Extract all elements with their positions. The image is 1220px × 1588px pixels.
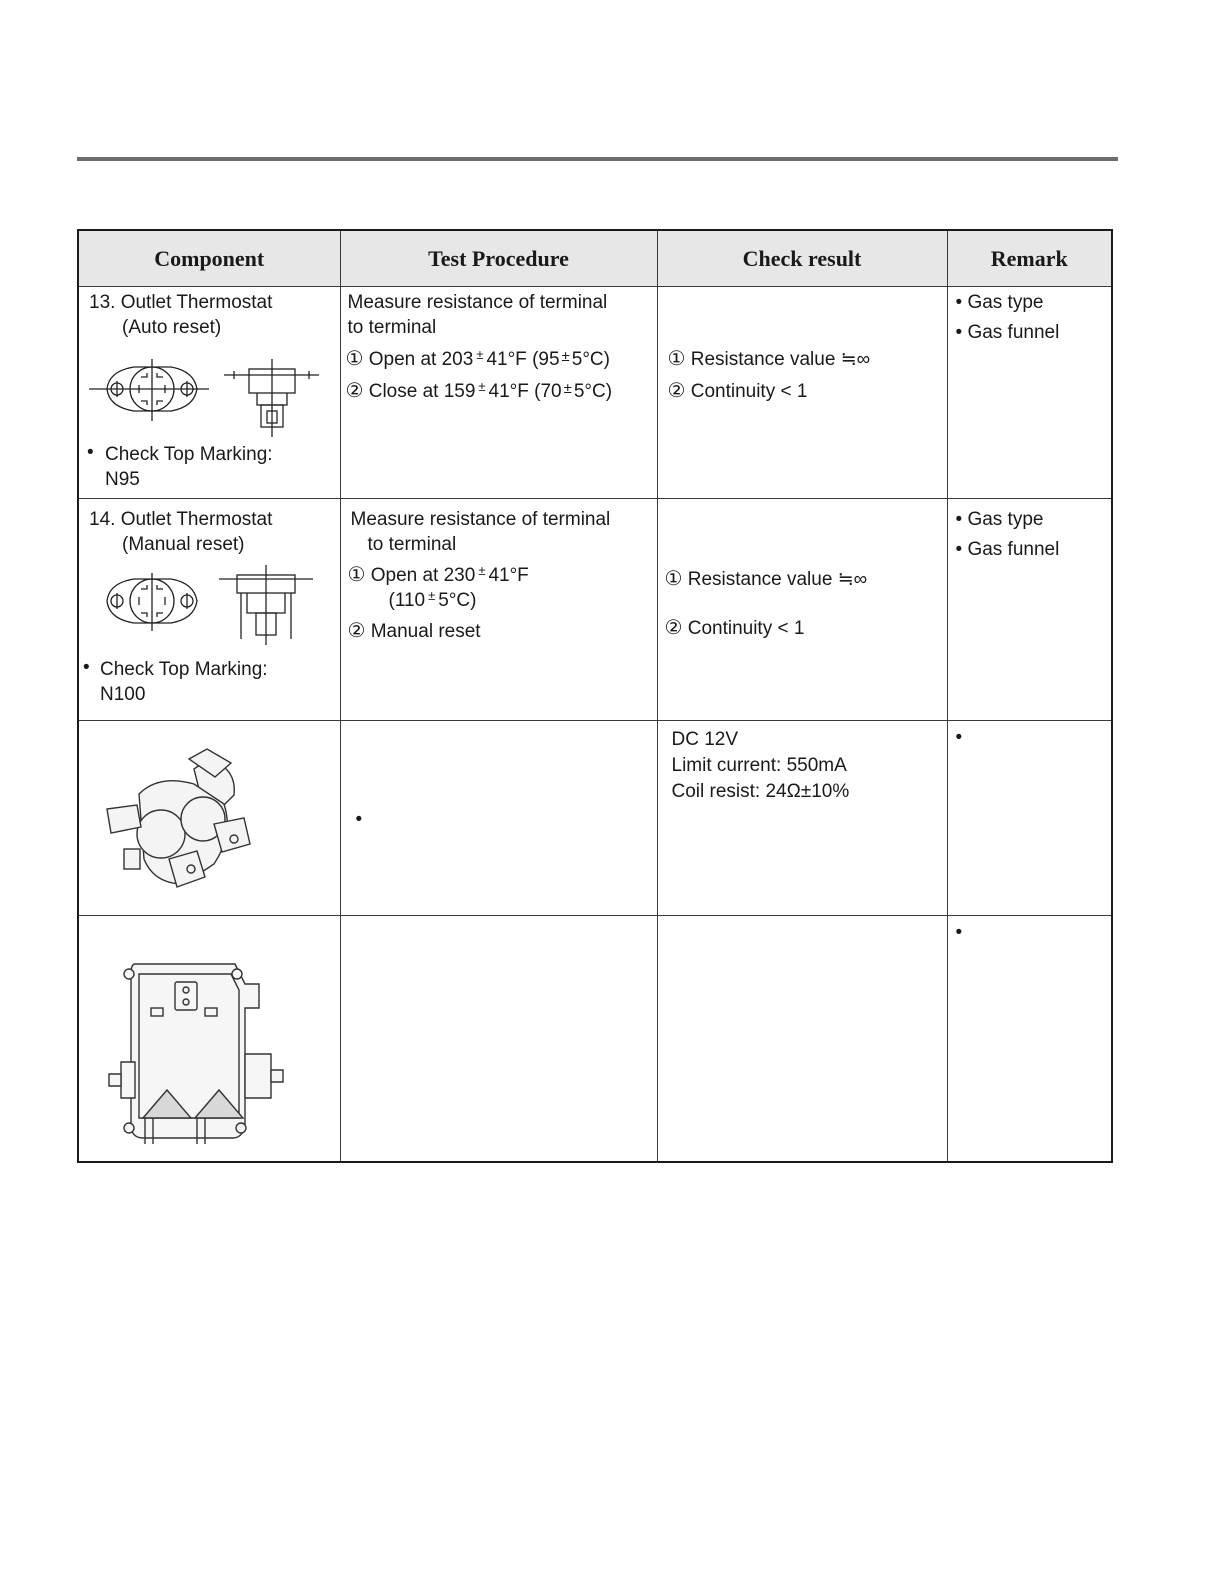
result2-text: Continuity < 1 xyxy=(690,381,808,402)
result-line1 xyxy=(668,347,871,372)
procedure-line2: to terminal xyxy=(347,317,437,338)
step1-number: ① xyxy=(347,564,366,586)
header-rule xyxy=(77,157,1118,161)
procedure-cell xyxy=(340,916,657,1162)
component-title: 13. Outlet Thermostat xyxy=(89,292,273,313)
procedure-step1-cont xyxy=(389,588,477,614)
component-cell xyxy=(78,287,340,499)
step1-part-c2: 5°C) xyxy=(438,590,477,611)
component-subtitle: (Manual reset) xyxy=(122,534,245,555)
remark-cell xyxy=(947,721,1112,916)
marking-label: Check Top Marking: xyxy=(105,444,273,465)
header-remark: Remark xyxy=(947,230,1112,287)
step2-part-b: 41°F (70 xyxy=(488,381,562,402)
step1-part-a: Open at 203 xyxy=(368,349,474,370)
remark-item: • Gas type xyxy=(955,509,1044,530)
table-row xyxy=(78,287,1112,499)
procedure-step1 xyxy=(346,347,610,373)
result-cell xyxy=(657,499,947,721)
step1-part-b: 41°F xyxy=(488,565,529,586)
procedure-step1 xyxy=(348,563,529,589)
marking-bullet: • xyxy=(83,657,90,678)
procedure-cell xyxy=(340,721,657,916)
marking-value: N95 xyxy=(105,469,140,490)
result-line1: DC 12V xyxy=(671,729,739,750)
header-check-result: Check result xyxy=(657,230,947,287)
result-cell xyxy=(657,721,947,916)
marking-label: Check Top Marking: xyxy=(100,659,268,680)
auto-thermostat-diagram-icon xyxy=(89,349,329,439)
plus-minus-sign: ± xyxy=(478,563,486,578)
header-component: Component xyxy=(78,230,340,287)
procedure-line2: to terminal xyxy=(367,534,457,555)
result-cell xyxy=(657,916,947,1162)
remark-text: Gas type xyxy=(967,509,1044,530)
plus-minus-sign: ± xyxy=(561,348,570,365)
remark-text: Gas funnel xyxy=(967,322,1060,343)
procedure-bullet: • xyxy=(355,809,363,830)
result-line2: Limit current: 550mA xyxy=(671,755,847,776)
plus-minus-sign: ± xyxy=(563,380,572,397)
marking-value: N100 xyxy=(100,684,146,705)
result1-symbol: ≒∞ xyxy=(840,349,871,370)
component-cell xyxy=(78,499,340,721)
remark-cell xyxy=(947,287,1112,499)
marking-bullet: • xyxy=(87,442,94,463)
plus-minus-sign: ± xyxy=(476,347,484,362)
result1-symbol: ≒∞ xyxy=(837,569,868,590)
procedure-line1: Measure resistance of terminal xyxy=(350,509,611,530)
component-test-table xyxy=(77,229,1113,1163)
component-subtitle: (Auto reset) xyxy=(122,317,222,338)
step2-number: ② xyxy=(345,380,364,402)
step1-part-b: 41°F (95 xyxy=(486,349,560,370)
procedure-step2 xyxy=(346,379,613,405)
remark-item: • Gas type xyxy=(955,292,1044,313)
procedure-cell xyxy=(340,287,657,499)
procedure-line1: Measure resistance of terminal xyxy=(347,292,608,313)
remark-item: • Gas funnel xyxy=(955,539,1060,560)
header-test-procedure: Test Procedure xyxy=(340,230,657,287)
table-row xyxy=(78,916,1112,1162)
remark-item: • Gas funnel xyxy=(955,322,1060,343)
component-title: 14. Outlet Thermostat xyxy=(89,509,273,530)
result2-number: ② xyxy=(664,617,683,639)
plus-minus-sign: ± xyxy=(428,588,436,603)
table-row xyxy=(78,721,1112,916)
result-line3: Coil resist: 24Ω±10% xyxy=(671,781,850,802)
step2-number: ② xyxy=(347,620,366,642)
result2-text: Continuity < 1 xyxy=(687,618,805,639)
remark-cell xyxy=(947,916,1112,1162)
procedure-cell xyxy=(340,499,657,721)
result1-number: ① xyxy=(664,568,683,590)
result1-text: Resistance value xyxy=(687,569,833,590)
step1-number: ① xyxy=(345,348,364,370)
remark-bullet: • xyxy=(955,922,963,943)
result-line2 xyxy=(665,616,805,641)
step1-part-c1: (110 xyxy=(388,590,426,611)
component-cell xyxy=(78,721,340,916)
remark-text: Gas funnel xyxy=(967,539,1060,560)
table-header-row xyxy=(78,230,1112,287)
result1-text: Resistance value xyxy=(690,349,836,370)
remark-cell xyxy=(947,499,1112,721)
manual-thermostat-diagram-icon xyxy=(101,565,321,645)
remark-text: Gas type xyxy=(967,292,1044,313)
component-cell xyxy=(78,916,340,1162)
step1-part-a: Open at 230 xyxy=(370,565,476,586)
plus-minus-sign: ± xyxy=(478,379,486,394)
result2-number: ② xyxy=(667,380,686,402)
step2-part-a: Manual reset xyxy=(370,621,481,642)
water-valve-image-icon xyxy=(99,739,269,899)
step2-part-a: Close at 159 xyxy=(368,381,476,402)
remark-bullet: • xyxy=(955,727,963,748)
step2-part-c: 5°C) xyxy=(573,381,613,402)
procedure-step2 xyxy=(348,619,481,644)
valve-housing-image-icon xyxy=(105,952,290,1157)
result1-number: ① xyxy=(667,348,686,370)
result-line2 xyxy=(668,379,808,404)
result-cell xyxy=(657,287,947,499)
result-line1 xyxy=(665,567,868,592)
table-row xyxy=(78,499,1112,721)
step1-part-c: 5°C) xyxy=(571,349,610,370)
